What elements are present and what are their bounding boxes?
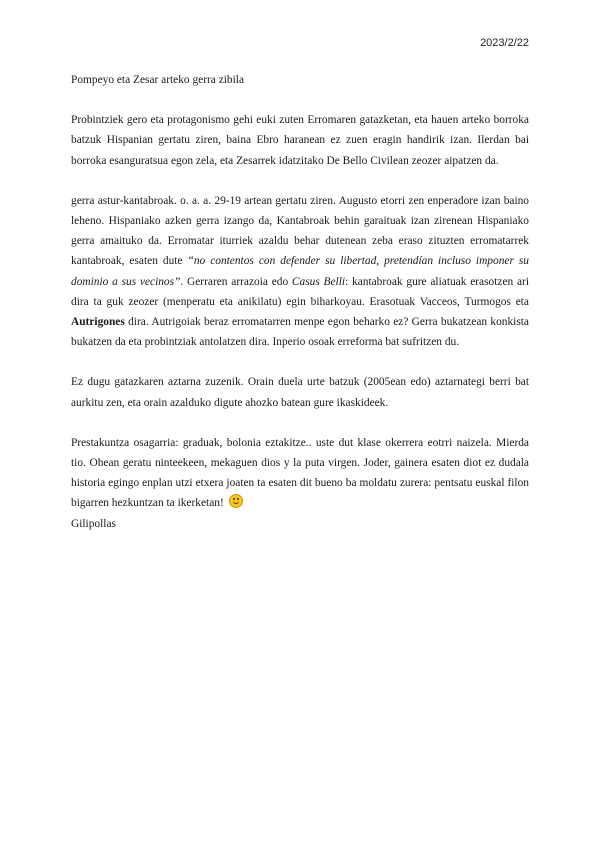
casus-belli-term: Casus Belli [291, 275, 346, 288]
signature: Gilipollas [71, 517, 116, 530]
paragraph-2 [71, 191, 529, 353]
autrigones-term: Autrigones [71, 316, 125, 329]
document-body [71, 70, 529, 534]
document-date: 2023/2/22 [480, 37, 529, 49]
paragraph-4-text: Prestakuntza osagarria: graduak, bolonia eztakitze.. uste dut klase okerrera eotrri naizela. Mierda tio. Ohean geratu ninteekeen, mekaguen dios y la puta virgen. Joder, gainera esaten diot ez dudala historia egingo enplan utzi etxera joaten ta esaten dit bueno ba moldatu zurera: pentsatu euskal filon bigarren hezkuntzan ta ikerketan! [71, 436, 529, 510]
paragraph-4 [71, 433, 529, 514]
paragraph-2-part-a: gerra astur-kantabroak. o. a. a. 29-19 artean gertatu ziren. Augusto etorri zen enperadore izan baino leheno. Hispaniako azken gerra izango da, Kantabroak behin garaituak izan zirenean Hispaniako gerra amaituko da. Erromatar iturriek azaldu behar dutenean zeba eraso zituzten erromatarrek kantabroak, esaten dute [71, 194, 529, 268]
document-title: Pompeyo eta Zesar arteko gerra zibila [71, 74, 244, 86]
paragraph-2-part-c: : kantabroak gure aliatuak erasotzen ari dira ta guk zeozer (menperatu eta anikilatu) egin biharkoyau. Erasotuak Vacceos, Turmogos eta [71, 275, 529, 308]
latin-quote: “no contentos con defender su libertad, pretendían incluso imponer su dominio a sus vecinos” [71, 255, 529, 288]
paragraph-2-part-b: . Gerraren arrazoia edo [180, 275, 292, 288]
paragraph-2-part-d: dira. Autrigoiak beraz erromatarren menpe egon beharko ez? Gerra bukatzean konkista bukatzen da eta probintziak antolatzen dira. Inperio osoak erreforma bat sufritzen du. [71, 316, 529, 349]
smiley-face-icon [229, 494, 243, 508]
paragraph-1: Probintziek gero eta protagonismo gehi euki zuten Erromaren gatazketan, eta hauen arteko borroka batzuk Hispanian gertatu ziren, baina Ebro haranean ez zuen eragin handirik izan. Ilerdan bai borroka esanguratsua egon zela, eta Zesarrek idatzitako De Bello Civilean zeozer aipatzen da. [71, 114, 529, 167]
paragraph-3: Ez dugu gatazkaren aztarna zuzenik. Orain duela urte batzuk (2005ean edo) aztarnategi berri bat aurkitu zen, eta orain azalduko digute ahozko batean gure ikaskideek. [71, 376, 529, 409]
